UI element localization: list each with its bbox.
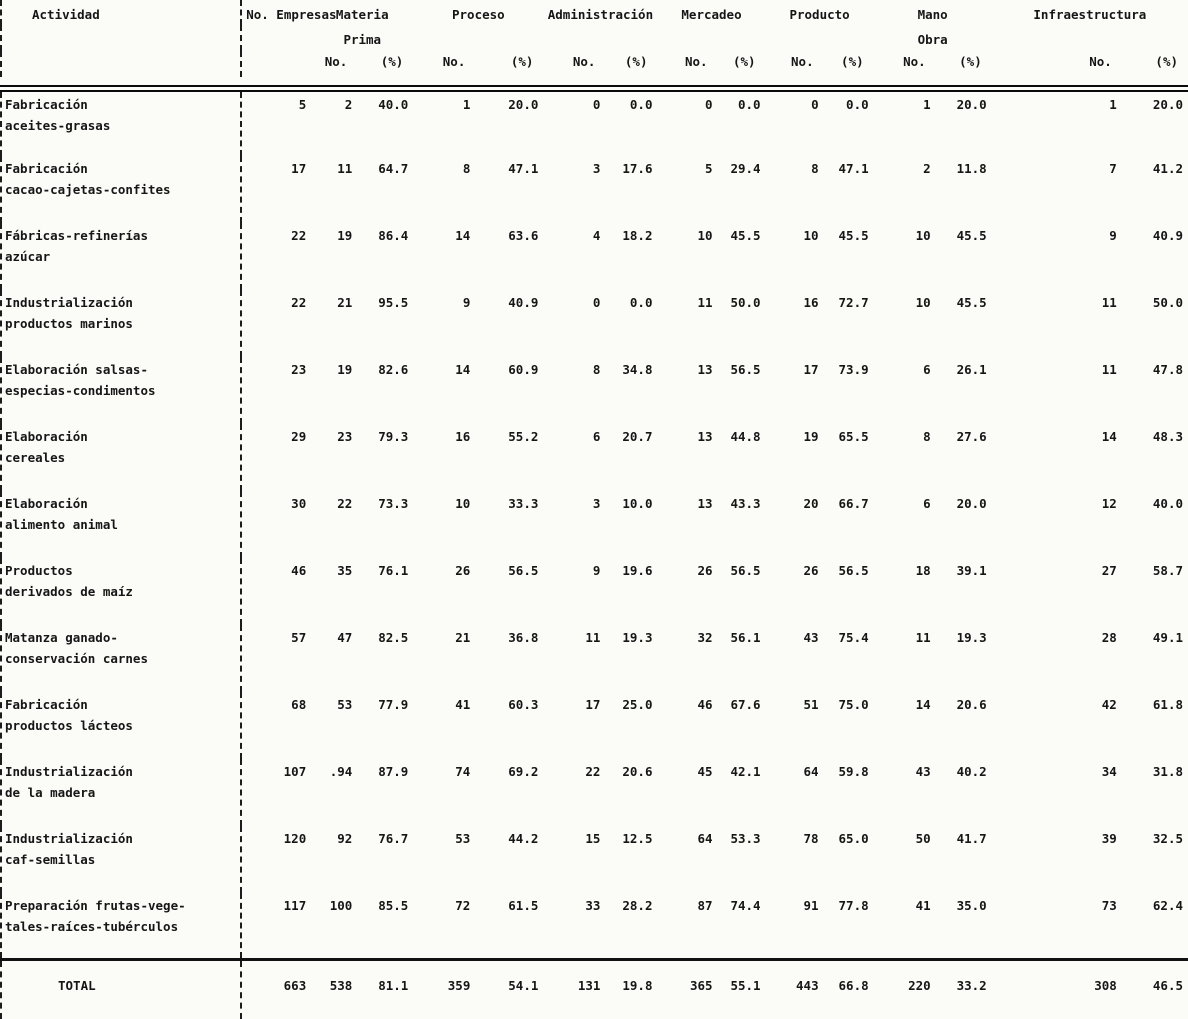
- value-cell: 60.3: [475, 692, 543, 759]
- subheader-no: No.: [874, 51, 936, 77]
- value-cell: 41: [413, 692, 475, 759]
- value-cell: 50.0: [718, 290, 766, 357]
- value-cell: 19: [766, 424, 824, 491]
- column-header-infraestructura: Infraestructura: [992, 0, 1188, 25]
- value-cell: 32.5: [1122, 826, 1188, 893]
- value-cell: 19.6: [605, 558, 657, 625]
- value-cell: 87.9: [357, 759, 413, 826]
- value-cell: 40.0: [357, 89, 413, 156]
- value-cell: 0.0: [718, 89, 766, 156]
- activity-line1: Industrialización: [5, 761, 240, 782]
- value-cell: 44.8: [718, 424, 766, 491]
- value-cell: 17.6: [605, 156, 657, 223]
- value-cell: 47.1: [824, 156, 874, 223]
- value-cell: 19: [311, 223, 357, 290]
- value-cell: 78: [766, 826, 824, 893]
- value-cell: 17: [766, 357, 824, 424]
- value-cell: 36.8: [475, 625, 543, 692]
- value-cell: 9: [992, 223, 1122, 290]
- subheader-no: No.: [657, 51, 717, 77]
- empresas-cell: 57: [241, 625, 311, 692]
- value-cell: 20.0: [936, 491, 992, 558]
- value-cell: 18.2: [605, 223, 657, 290]
- value-cell: 9: [413, 290, 475, 357]
- value-cell: 50.0: [1122, 290, 1188, 357]
- value-cell: 6: [874, 357, 936, 424]
- value-cell: 59.8: [824, 759, 874, 826]
- value-cell: 21: [413, 625, 475, 692]
- activity-line2: azúcar: [5, 246, 240, 267]
- value-cell: 17: [543, 692, 605, 759]
- value-cell: 10: [874, 290, 936, 357]
- value-cell: .94: [311, 759, 357, 826]
- activity-cell: [1, 558, 241, 625]
- value-cell: 19.3: [605, 625, 657, 692]
- total-label: TOTAL: [1, 960, 241, 1019]
- value-cell: 27.6: [936, 424, 992, 491]
- activity-line2: tales-raíces-tubérculos: [5, 916, 240, 937]
- value-cell: 41.7: [936, 826, 992, 893]
- subheader-pct: (%): [605, 51, 657, 77]
- value-cell: 41: [874, 893, 936, 960]
- value-cell: 74.4: [718, 893, 766, 960]
- activity-cell: [1, 357, 241, 424]
- value-cell: 56.5: [718, 357, 766, 424]
- mano-obra-line2: Obra: [874, 25, 992, 51]
- value-cell: 73.9: [824, 357, 874, 424]
- value-cell: 64: [657, 826, 717, 893]
- activity-cell: [1, 223, 241, 290]
- empresas-cell: 17: [241, 156, 311, 223]
- value-cell: 4: [543, 223, 605, 290]
- value-cell: 53: [413, 826, 475, 893]
- value-cell: 73.3: [357, 491, 413, 558]
- value-cell: 60.9: [475, 357, 543, 424]
- value-cell: 29.4: [718, 156, 766, 223]
- activity-line2: cereales: [5, 447, 240, 468]
- table-row: [1, 826, 1188, 893]
- subheader-no: No.: [992, 51, 1122, 77]
- total-value: 443: [766, 960, 824, 1019]
- value-cell: 0.0: [605, 89, 657, 156]
- activity-line2: de la madera: [5, 782, 240, 803]
- value-cell: 14: [413, 223, 475, 290]
- total-value: 81.1: [357, 960, 413, 1019]
- value-cell: 11: [992, 290, 1122, 357]
- value-cell: 19.3: [936, 625, 992, 692]
- value-cell: 91: [766, 893, 824, 960]
- value-cell: 77.9: [357, 692, 413, 759]
- total-empresas: 663: [241, 960, 311, 1019]
- activity-line1: Preparación frutas-vege-: [5, 895, 240, 916]
- value-cell: 15: [543, 826, 605, 893]
- empresas-cell: 30: [241, 491, 311, 558]
- value-cell: 45.5: [936, 290, 992, 357]
- value-cell: 65.5: [824, 424, 874, 491]
- empresas-cell: 107: [241, 759, 311, 826]
- activity-cell: [1, 893, 241, 960]
- value-cell: 27: [992, 558, 1122, 625]
- value-cell: 82.5: [357, 625, 413, 692]
- subheader-pct: (%): [936, 51, 992, 77]
- value-cell: 28.2: [605, 893, 657, 960]
- value-cell: 100: [311, 893, 357, 960]
- table-row: [1, 156, 1188, 223]
- value-cell: 20.6: [605, 759, 657, 826]
- value-cell: 63.6: [475, 223, 543, 290]
- empresas-cell: 120: [241, 826, 311, 893]
- activity-line1: Industrialización: [5, 292, 240, 313]
- value-cell: 43: [766, 625, 824, 692]
- value-cell: 42.1: [718, 759, 766, 826]
- table-row: [1, 759, 1188, 826]
- header-row-groups-line2: [1, 25, 1188, 51]
- value-cell: 28: [992, 625, 1122, 692]
- value-cell: 40.2: [936, 759, 992, 826]
- column-header-actividad-spacer: [1, 25, 241, 51]
- activity-line2: conservación carnes: [5, 648, 240, 669]
- activity-line2: aceites-grasas: [5, 115, 240, 136]
- value-cell: 53.3: [718, 826, 766, 893]
- value-cell: 43.3: [718, 491, 766, 558]
- value-cell: 20.7: [605, 424, 657, 491]
- value-cell: 6: [874, 491, 936, 558]
- value-cell: 23: [311, 424, 357, 491]
- activity-line1: Productos: [5, 560, 240, 581]
- activity-cell: [1, 424, 241, 491]
- activity-line2: derivados de maíz: [5, 581, 240, 602]
- activity-cell: [1, 625, 241, 692]
- activity-line2: productos lácteos: [5, 715, 240, 736]
- value-cell: 73: [992, 893, 1122, 960]
- materia-prima-line2: Prima: [311, 25, 413, 51]
- value-cell: 8: [543, 357, 605, 424]
- value-cell: 20.6: [936, 692, 992, 759]
- value-cell: 87: [657, 893, 717, 960]
- empresas-cell: 46: [241, 558, 311, 625]
- activity-line1: Elaboración: [5, 426, 240, 447]
- value-cell: 65.0: [824, 826, 874, 893]
- table-row: [1, 893, 1188, 960]
- subheader-pct: (%): [718, 51, 766, 77]
- value-cell: 48.3: [1122, 424, 1188, 491]
- column-header-mercadeo: Mercadeo: [657, 0, 765, 25]
- value-cell: 31.8: [1122, 759, 1188, 826]
- header-row-groups: [1, 0, 1188, 25]
- value-cell: 1: [874, 89, 936, 156]
- total-value: 46.5: [1122, 960, 1188, 1019]
- value-cell: 13: [657, 424, 717, 491]
- value-cell: 20.0: [936, 89, 992, 156]
- value-cell: 10: [413, 491, 475, 558]
- empresas-cell: 5: [241, 89, 311, 156]
- value-cell: 35: [311, 558, 357, 625]
- value-cell: 40.0: [1122, 491, 1188, 558]
- value-cell: 95.5: [357, 290, 413, 357]
- value-cell: 2: [311, 89, 357, 156]
- activity-line2: especias-condimentos: [5, 380, 240, 401]
- value-cell: 20.0: [1122, 89, 1188, 156]
- column-header-administracion: Administración: [543, 0, 657, 25]
- value-cell: 0: [543, 290, 605, 357]
- value-cell: 75.0: [824, 692, 874, 759]
- table-row: [1, 558, 1188, 625]
- value-cell: 42: [992, 692, 1122, 759]
- value-cell: 46: [657, 692, 717, 759]
- activity-cell: [1, 156, 241, 223]
- value-cell: 20.0: [475, 89, 543, 156]
- activity-cell: [1, 491, 241, 558]
- total-value: 220: [874, 960, 936, 1019]
- table-row: [1, 357, 1188, 424]
- value-cell: 92: [311, 826, 357, 893]
- activity-line1: Elaboración salsas-: [5, 359, 240, 380]
- total-value: 19.8: [605, 960, 657, 1019]
- activity-line1: Industrialización: [5, 828, 240, 849]
- empresas-spacer: [241, 25, 311, 51]
- total-value: 131: [543, 960, 605, 1019]
- value-cell: 14: [874, 692, 936, 759]
- activity-line2: alimento animal: [5, 514, 240, 535]
- value-cell: 76.7: [357, 826, 413, 893]
- value-cell: 39.1: [936, 558, 992, 625]
- value-cell: 5: [657, 156, 717, 223]
- table-row: [1, 491, 1188, 558]
- activity-line2: caf-semillas: [5, 849, 240, 870]
- value-cell: 3: [543, 491, 605, 558]
- activity-line1: Fabricación: [5, 158, 240, 179]
- subheader-no: No.: [413, 51, 475, 77]
- value-cell: 2: [874, 156, 936, 223]
- value-cell: 25.0: [605, 692, 657, 759]
- column-header-empresas: No. Empresas: [241, 0, 311, 25]
- value-cell: 12.5: [605, 826, 657, 893]
- value-cell: 86.4: [357, 223, 413, 290]
- subheader-pct: (%): [1122, 51, 1188, 77]
- column-header-producto: Producto: [766, 0, 874, 25]
- value-cell: 72: [413, 893, 475, 960]
- table-row: [1, 89, 1188, 156]
- total-value: 359: [413, 960, 475, 1019]
- value-cell: 44.2: [475, 826, 543, 893]
- value-cell: 77.8: [824, 893, 874, 960]
- value-cell: 26.1: [936, 357, 992, 424]
- activity-cell: [1, 89, 241, 156]
- value-cell: 66.7: [824, 491, 874, 558]
- value-cell: 22: [543, 759, 605, 826]
- table-row: [1, 424, 1188, 491]
- total-value: 538: [311, 960, 357, 1019]
- subheader-no: No.: [311, 51, 357, 77]
- value-cell: 55.2: [475, 424, 543, 491]
- value-cell: 64: [766, 759, 824, 826]
- empresas-cell: 22: [241, 290, 311, 357]
- value-cell: 75.4: [824, 625, 874, 692]
- value-cell: 45.5: [718, 223, 766, 290]
- value-cell: 61.8: [1122, 692, 1188, 759]
- value-cell: 51: [766, 692, 824, 759]
- activity-cell: [1, 692, 241, 759]
- value-cell: 56.5: [718, 558, 766, 625]
- value-cell: 69.2: [475, 759, 543, 826]
- value-cell: 10: [874, 223, 936, 290]
- table-row: [1, 692, 1188, 759]
- table-row: [1, 625, 1188, 692]
- value-cell: 56.1: [718, 625, 766, 692]
- activity-line2: cacao-cajetas-confites: [5, 179, 240, 200]
- activity-line1: Fábricas-refinerías: [5, 225, 240, 246]
- column-header-mano-obra: Mano: [874, 0, 992, 25]
- subheader-pct: (%): [475, 51, 543, 77]
- activity-line1: Fabricación: [5, 94, 240, 115]
- value-cell: 10: [657, 223, 717, 290]
- value-cell: 9: [543, 558, 605, 625]
- value-cell: 45.5: [936, 223, 992, 290]
- value-cell: 47.1: [475, 156, 543, 223]
- subheader-no: No.: [766, 51, 824, 77]
- value-cell: 19: [311, 357, 357, 424]
- value-cell: 76.1: [357, 558, 413, 625]
- value-cell: 20: [766, 491, 824, 558]
- value-cell: 79.3: [357, 424, 413, 491]
- activity-cell: [1, 290, 241, 357]
- total-value: 33.2: [936, 960, 992, 1019]
- value-cell: 14: [413, 357, 475, 424]
- value-cell: 33.3: [475, 491, 543, 558]
- value-cell: 6: [543, 424, 605, 491]
- empresas-cell: 29: [241, 424, 311, 491]
- value-cell: 10.0: [605, 491, 657, 558]
- table-row: [1, 223, 1188, 290]
- value-cell: 85.5: [357, 893, 413, 960]
- value-cell: 32: [657, 625, 717, 692]
- value-cell: 47.8: [1122, 357, 1188, 424]
- value-cell: 67.6: [718, 692, 766, 759]
- value-cell: 3: [543, 156, 605, 223]
- empresas-cell: 23: [241, 357, 311, 424]
- value-cell: 45: [657, 759, 717, 826]
- activity-line1: Elaboración: [5, 493, 240, 514]
- value-cell: 33: [543, 893, 605, 960]
- table-header: [1, 0, 1188, 89]
- value-cell: 11: [543, 625, 605, 692]
- column-header-materia-prima: Materia: [311, 0, 413, 25]
- value-cell: 14: [992, 424, 1122, 491]
- total-value: 365: [657, 960, 717, 1019]
- header-row-subheaders: [1, 51, 1188, 77]
- value-cell: 16: [766, 290, 824, 357]
- value-cell: 43: [874, 759, 936, 826]
- value-cell: 39: [992, 826, 1122, 893]
- value-cell: 58.7: [1122, 558, 1188, 625]
- subheader-pct: (%): [824, 51, 874, 77]
- value-cell: 45.5: [824, 223, 874, 290]
- total-value: 308: [992, 960, 1122, 1019]
- value-cell: 49.1: [1122, 625, 1188, 692]
- value-cell: 0: [657, 89, 717, 156]
- header-double-rule: [1, 77, 1188, 89]
- value-cell: 35.0: [936, 893, 992, 960]
- value-cell: 1: [413, 89, 475, 156]
- value-cell: 26: [766, 558, 824, 625]
- value-cell: 0: [766, 89, 824, 156]
- table-body: [1, 89, 1188, 960]
- value-cell: 7: [992, 156, 1122, 223]
- total-value: 55.1: [718, 960, 766, 1019]
- value-cell: 74: [413, 759, 475, 826]
- value-cell: 8: [766, 156, 824, 223]
- value-cell: 21: [311, 290, 357, 357]
- activity-line2: productos marinos: [5, 313, 240, 334]
- value-cell: 50: [874, 826, 936, 893]
- value-cell: 72.7: [824, 290, 874, 357]
- empresas-cell: 68: [241, 692, 311, 759]
- value-cell: 16: [413, 424, 475, 491]
- value-cell: 0.0: [824, 89, 874, 156]
- value-cell: 34: [992, 759, 1122, 826]
- value-cell: 62.4: [1122, 893, 1188, 960]
- value-cell: 34.8: [605, 357, 657, 424]
- activity-line1: Fabricación: [5, 694, 240, 715]
- value-cell: 26: [413, 558, 475, 625]
- value-cell: 18: [874, 558, 936, 625]
- subheader-no: No.: [543, 51, 605, 77]
- value-cell: 22: [311, 491, 357, 558]
- value-cell: 13: [657, 491, 717, 558]
- total-value: 54.1: [475, 960, 543, 1019]
- value-cell: 82.6: [357, 357, 413, 424]
- activity-cell: [1, 759, 241, 826]
- value-cell: 12: [992, 491, 1122, 558]
- empresas-cell: 22: [241, 223, 311, 290]
- activity-cell: [1, 826, 241, 893]
- value-cell: 40.9: [1122, 223, 1188, 290]
- value-cell: 11: [657, 290, 717, 357]
- value-cell: 8: [874, 424, 936, 491]
- value-cell: 26: [657, 558, 717, 625]
- value-cell: 53: [311, 692, 357, 759]
- value-cell: 47: [311, 625, 357, 692]
- value-cell: 8: [413, 156, 475, 223]
- value-cell: 0.0: [605, 290, 657, 357]
- value-cell: 11: [311, 156, 357, 223]
- value-cell: 0: [543, 89, 605, 156]
- column-header-proceso: Proceso: [413, 0, 543, 25]
- value-cell: 11: [874, 625, 936, 692]
- value-cell: 40.9: [475, 290, 543, 357]
- value-cell: 11.8: [936, 156, 992, 223]
- value-cell: 61.5: [475, 893, 543, 960]
- empresas-cell: 117: [241, 893, 311, 960]
- value-cell: 41.2: [1122, 156, 1188, 223]
- value-cell: 56.5: [475, 558, 543, 625]
- table-footer: [1, 960, 1188, 1019]
- table-row: [1, 290, 1188, 357]
- value-cell: 11: [992, 357, 1122, 424]
- subheader-pct: (%): [357, 51, 413, 77]
- value-cell: 64.7: [357, 156, 413, 223]
- value-cell: 56.5: [824, 558, 874, 625]
- total-value: 66.8: [824, 960, 874, 1019]
- value-cell: 10: [766, 223, 824, 290]
- column-header-actividad: Actividad: [1, 0, 241, 25]
- value-cell: 1: [992, 89, 1122, 156]
- activity-line1: Matanza ganado-: [5, 627, 240, 648]
- value-cell: 13: [657, 357, 717, 424]
- total-row: [1, 960, 1188, 1019]
